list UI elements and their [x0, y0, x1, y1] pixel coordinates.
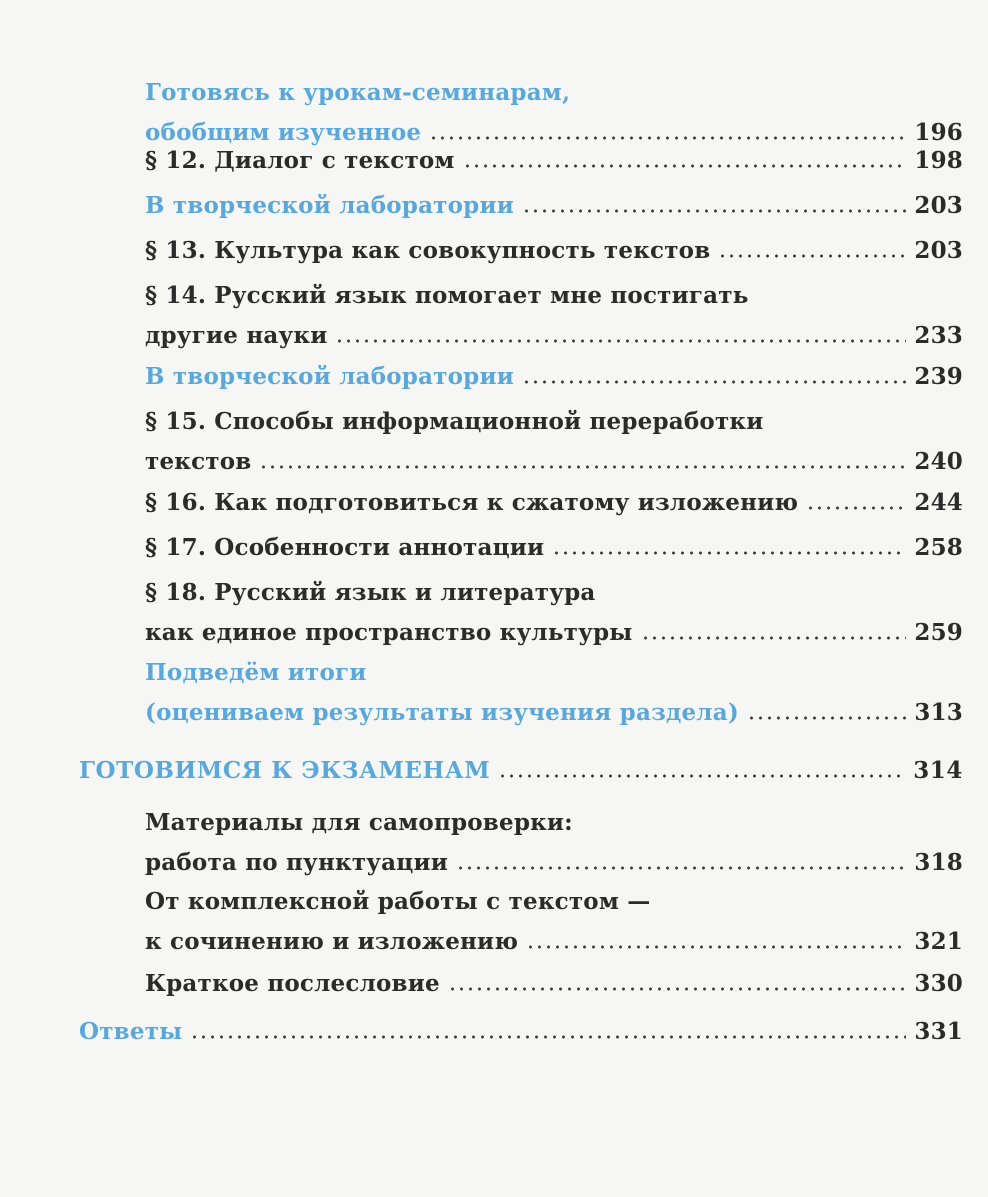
toc-entry-lab-2[interactable] [145, 348, 963, 390]
dot-leader [456, 866, 906, 870]
toc-page-number: 330 [914, 970, 963, 997]
toc-page-number: 318 [914, 849, 963, 876]
toc-page-number: 321 [914, 928, 963, 955]
dot-leader [718, 254, 906, 258]
toc-entry-title: § 17. Особенности аннотации [145, 534, 545, 561]
toc-line [145, 393, 963, 435]
toc-entry-self-check[interactable] [145, 794, 963, 876]
toc-line [145, 519, 963, 561]
toc-entry-13[interactable] [145, 222, 963, 264]
toc-entry-summary[interactable] [145, 644, 963, 726]
toc-entry-17[interactable] [145, 519, 963, 561]
toc-entry-title: обобщим изученное [145, 119, 422, 146]
toc-line [145, 686, 963, 726]
toc-page-number: 313 [914, 699, 963, 726]
toc-entry-title: От комплексной работы с текстом — [145, 888, 651, 915]
toc-entry-title: ГОТОВИМСЯ К ЭКЗАМЕНАМ [79, 757, 491, 784]
toc-page-number: 198 [914, 147, 963, 174]
toc-entry-title: (оцениваем результаты изучения раздела) [145, 699, 739, 726]
toc-entry-title: Краткое послесловие [145, 970, 440, 997]
toc-entry-title: другие науки [145, 322, 328, 349]
toc-entry-title: § 15. Способы информационной переработки [145, 408, 764, 435]
toc-line [145, 309, 963, 349]
toc-entry-lab-1[interactable] [145, 177, 963, 219]
toc-entry-title: § 16. Как подготовиться к сжатому изложению [145, 489, 799, 516]
dot-leader [641, 636, 907, 640]
toc-entry-18[interactable] [145, 564, 963, 646]
dot-leader [259, 465, 906, 469]
toc-entry-title: В творческой лаборатории [145, 363, 514, 390]
toc-entry-title: Готовясь к урокам-семинарам, [145, 79, 571, 106]
toc-entry-title: Материалы для самопроверки: [145, 809, 573, 836]
toc-page-number: 314 [913, 757, 963, 784]
toc-page-number: 239 [914, 363, 963, 390]
dot-leader [522, 209, 906, 213]
toc-entry-title: § 14. Русский язык помогает мне постигать [145, 282, 749, 309]
toc-line [145, 222, 963, 264]
toc-line [79, 742, 963, 784]
toc-entry-title: Ответы [79, 1018, 183, 1045]
toc-entry-answers[interactable] [79, 1003, 963, 1045]
toc-line [79, 1003, 963, 1045]
toc-line [145, 873, 963, 915]
toc-page-number: 203 [914, 237, 963, 264]
toc-page-number: 259 [914, 619, 963, 646]
toc-line [145, 435, 963, 475]
toc-page-number: 240 [914, 448, 963, 475]
dot-leader [335, 339, 906, 343]
toc-entry-title: к сочинению и изложению [145, 928, 519, 955]
toc-entry-15[interactable] [145, 393, 963, 475]
toc-line [145, 132, 963, 174]
toc-line [145, 915, 963, 955]
toc-line [145, 644, 963, 686]
toc-line [145, 606, 963, 646]
toc-entry-title: Подведём итоги [145, 659, 367, 686]
toc-entry-title: работа по пунктуации [145, 849, 448, 876]
toc-page-number: 203 [914, 192, 963, 219]
toc-line [145, 267, 963, 309]
toc-entry-14[interactable] [145, 267, 963, 349]
toc-entry-exams[interactable] [79, 742, 963, 784]
toc-line [145, 64, 963, 106]
toc-entry-title: текстов [145, 448, 252, 475]
toc-line [145, 955, 963, 997]
toc-entry-title: В творческой лаборатории [145, 192, 514, 219]
toc-line [145, 177, 963, 219]
toc-line [145, 836, 963, 876]
toc-page-number: 233 [914, 322, 963, 349]
dot-leader [806, 506, 906, 510]
toc-page-number: 196 [914, 119, 963, 146]
toc-entry-16[interactable] [145, 474, 963, 516]
dot-leader [522, 380, 906, 384]
toc-line [145, 564, 963, 606]
toc-entry-title: § 18. Русский язык и литература [145, 579, 596, 606]
toc-page-number: 258 [914, 534, 963, 561]
toc-entry-title: § 12. Диалог с текстом [145, 147, 455, 174]
toc-entry-title: § 13. Культура как совокупность текстов [145, 237, 711, 264]
toc-entry-afterword[interactable] [145, 955, 963, 997]
dot-leader [448, 987, 907, 991]
toc-entry-12[interactable] [145, 132, 963, 174]
toc-entry-title: как единое пространство культуры [145, 619, 633, 646]
dot-leader [463, 164, 907, 168]
toc-line [145, 794, 963, 836]
toc-page-number: 331 [914, 1018, 963, 1045]
toc-entry-complex-work[interactable] [145, 873, 963, 955]
dot-leader [552, 551, 906, 555]
toc-page-number: 244 [914, 489, 963, 516]
toc-line [145, 348, 963, 390]
toc-line [145, 474, 963, 516]
dot-leader [526, 945, 906, 949]
dot-leader [190, 1035, 906, 1039]
dot-leader [747, 716, 906, 720]
dot-leader [498, 774, 905, 778]
